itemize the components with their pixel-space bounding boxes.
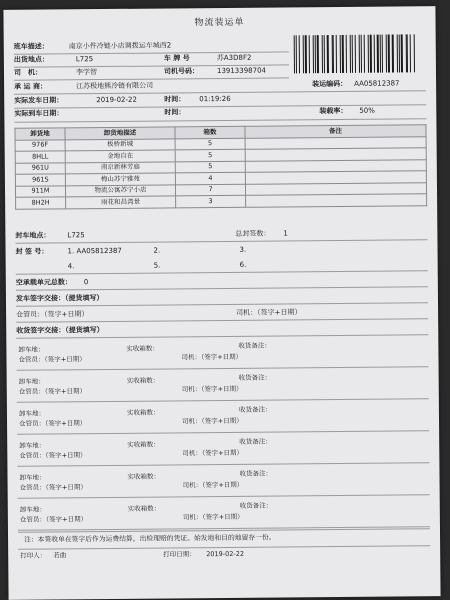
- depart-date: 2019-02-22: [96, 95, 137, 105]
- seal-number-6: 6.: [239, 260, 247, 269]
- plate-value: 苏A3D8F2: [216, 53, 252, 63]
- cell-desc: 物流公寓苏宁小店: [65, 184, 175, 196]
- unload-boxes-label: 实收箱数：: [126, 408, 160, 417]
- unload-driver-label: 司机：（签字+日期）: [182, 448, 244, 458]
- keeper-sign-label: 仓管员：（签字+日期）: [16, 310, 89, 319]
- unload-keeper-label: 仓管员：（签字+日期）: [19, 419, 87, 428]
- barcode: [294, 34, 416, 73]
- unload-block: [17, 368, 429, 403]
- cell-boxes: 3: [176, 195, 246, 207]
- origin-value: L725: [75, 55, 94, 64]
- shipping-document: [3, 6, 440, 600]
- depart-label: 实际发车日期：: [14, 96, 64, 105]
- seal-place-value: L725: [67, 231, 85, 240]
- seal-total-label: 总封签数：: [235, 229, 271, 238]
- carrier-label: 承 运 商：: [14, 82, 48, 91]
- empty-units-label: 空承载单元总数：: [15, 278, 72, 287]
- unload-keeper-label: 仓管员：（签字+日期）: [19, 451, 87, 460]
- unload-keeper-label: 仓管员：（签字+日期）: [18, 387, 87, 396]
- depart-time: 01:19:26: [199, 94, 231, 104]
- cell-boxes: 5: [175, 149, 245, 161]
- unload-keeper-label: 仓管员：（签字+日期）: [19, 515, 88, 524]
- col-header-remark: 备注: [245, 125, 426, 138]
- col-header-desc: 卸货地描述: [65, 127, 175, 139]
- unload-driver-label: 司机：（签字+日期）: [181, 416, 243, 426]
- seal-number-label: 封 签 号：: [15, 247, 49, 256]
- unload-place-label: 卸车地：: [19, 505, 46, 514]
- load-rate-value: 50%: [359, 106, 375, 115]
- cell-boxes: 7: [175, 184, 245, 196]
- unload-boxes-label: 实收箱数：: [127, 504, 161, 513]
- cell-desc: 板桥新城: [65, 138, 175, 150]
- unload-boxes-label: 实收箱数：: [126, 344, 159, 353]
- plate-label: 车 牌 号: [163, 54, 190, 63]
- unload-remark-label: 收货备注：: [238, 405, 272, 414]
- route-label: 班车描述：: [13, 42, 49, 51]
- phone-value: 13913398704: [216, 66, 267, 76]
- print-date-value: 2019-02-22: [206, 549, 245, 559]
- cell-dest: 961S: [15, 174, 65, 186]
- unload-remark-label: 收货备注：: [239, 501, 273, 510]
- cell-desc: 金地自在: [65, 150, 175, 162]
- unload-boxes-label: 实收箱数：: [127, 472, 161, 481]
- carrier-value: 江苏极地熊冷链有限公司: [76, 81, 154, 91]
- driver-sign-label: 司机：（签字+日期）: [236, 308, 302, 317]
- driver-row: [14, 66, 289, 80]
- seal-number-2: 2.: [153, 246, 161, 255]
- phone-label: 司机号码：: [163, 67, 200, 76]
- unload-remark-label: 收货备注：: [238, 373, 272, 382]
- seal-number-1: 1. AA05812387: [67, 246, 122, 256]
- unload-place-label: 卸车地：: [19, 473, 46, 482]
- cell-boxes: 5: [175, 138, 245, 150]
- printer-label: 打印人：: [20, 551, 47, 560]
- receive-label: 收货签字交接：（提货填写）: [16, 326, 104, 335]
- seal-number-5: 5.: [153, 261, 161, 270]
- unload-boxes-label: 实收箱数：: [126, 376, 160, 385]
- origin-label: 出货地点：: [13, 55, 49, 64]
- arrive-row: [14, 106, 426, 123]
- table-row: [16, 194, 427, 209]
- cell-boxes: 5: [175, 161, 245, 173]
- seal-number-3: 3.: [239, 245, 247, 254]
- unload-keeper-label: 仓管员：（签字+日期）: [19, 483, 87, 492]
- unload-block: [17, 432, 429, 467]
- shipment-code-label: 装运编码：: [312, 79, 348, 89]
- driver-value: 李学智: [75, 68, 98, 77]
- empty-units-value: 0: [83, 278, 89, 287]
- origin-row: [14, 53, 289, 67]
- cell-dest: 961U: [15, 162, 65, 174]
- col-header-boxes: 箱数: [175, 126, 245, 138]
- unload-block: [16, 336, 428, 371]
- printer-value: 若曲: [53, 551, 67, 560]
- arrive-time-label: 时间：: [164, 108, 186, 117]
- cell-desc: 南京新林芳庭: [65, 161, 175, 173]
- col-header-dest: 卸货地: [15, 128, 65, 140]
- route-value: 南京小件冷链小店调拨运车城西2: [68, 41, 172, 51]
- seal-number-row: [15, 241, 427, 275]
- unload-keeper-label: 仓管员：（签字+日期）: [18, 355, 86, 364]
- unload-remark-label: 收货备注：: [238, 341, 271, 350]
- seal-number-4: 4.: [67, 262, 75, 271]
- unload-block: [17, 464, 429, 499]
- print-date-label: 打印日期：: [163, 550, 196, 559]
- unload-driver-label: 司机：（签字+日期）: [182, 480, 244, 490]
- depart-time-label: 时间：: [164, 95, 186, 104]
- cell-desc: 雨花和昌湾景: [66, 196, 176, 208]
- unload-block: [17, 400, 429, 435]
- cell-boxes: 4: [175, 172, 245, 184]
- unload-boxes-label: 实收箱数：: [127, 440, 160, 449]
- cell-desc: 梅山苏宁雅苑: [65, 173, 175, 185]
- unload-remark-label: 收货备注：: [239, 437, 272, 446]
- settlement-note: 注：本签收单在签字后作为运费结算，出检理赔的凭证。始发地和目的地留存一份。: [18, 528, 430, 550]
- unload-place-label: 卸车地：: [18, 345, 45, 354]
- footer: [18, 547, 430, 565]
- unload-place-label: 卸车地：: [18, 409, 45, 418]
- load-rate-label: 装载率：: [319, 106, 348, 116]
- shipment-code-value: AA05812387: [354, 79, 400, 88]
- unload-driver-label: 司机：（签字+日期）: [182, 512, 244, 522]
- dispatch-label: 发车签字交接：（提货填写）: [15, 294, 104, 303]
- cell-dest: 911M: [15, 185, 65, 197]
- driver-label: 司 机：: [13, 68, 43, 77]
- cell-dest: 8HLL: [15, 151, 65, 163]
- cell-dest: 976F: [15, 139, 65, 151]
- arrive-label: 实际到车日期：: [14, 109, 64, 118]
- cell-dest: 8H2H: [16, 197, 66, 209]
- document-title: 物流装运单: [194, 17, 245, 29]
- seal-total-value: 1: [283, 229, 288, 238]
- unload-driver-label: 司机：（签字+日期）: [181, 352, 243, 362]
- delivery-table: [14, 124, 427, 209]
- unload-driver-label: 司机：（签字+日期）: [181, 384, 243, 394]
- carrier-row: [14, 79, 426, 95]
- cell-remark: [246, 194, 427, 207]
- unload-place-label: 卸车地：: [19, 441, 46, 450]
- unload-block: [18, 496, 430, 531]
- seal-place-label: 封车地点：: [15, 231, 51, 240]
- unload-remark-label: 收货备注：: [239, 469, 273, 478]
- unload-place-label: 卸车地：: [18, 377, 45, 386]
- route-row: [14, 40, 289, 54]
